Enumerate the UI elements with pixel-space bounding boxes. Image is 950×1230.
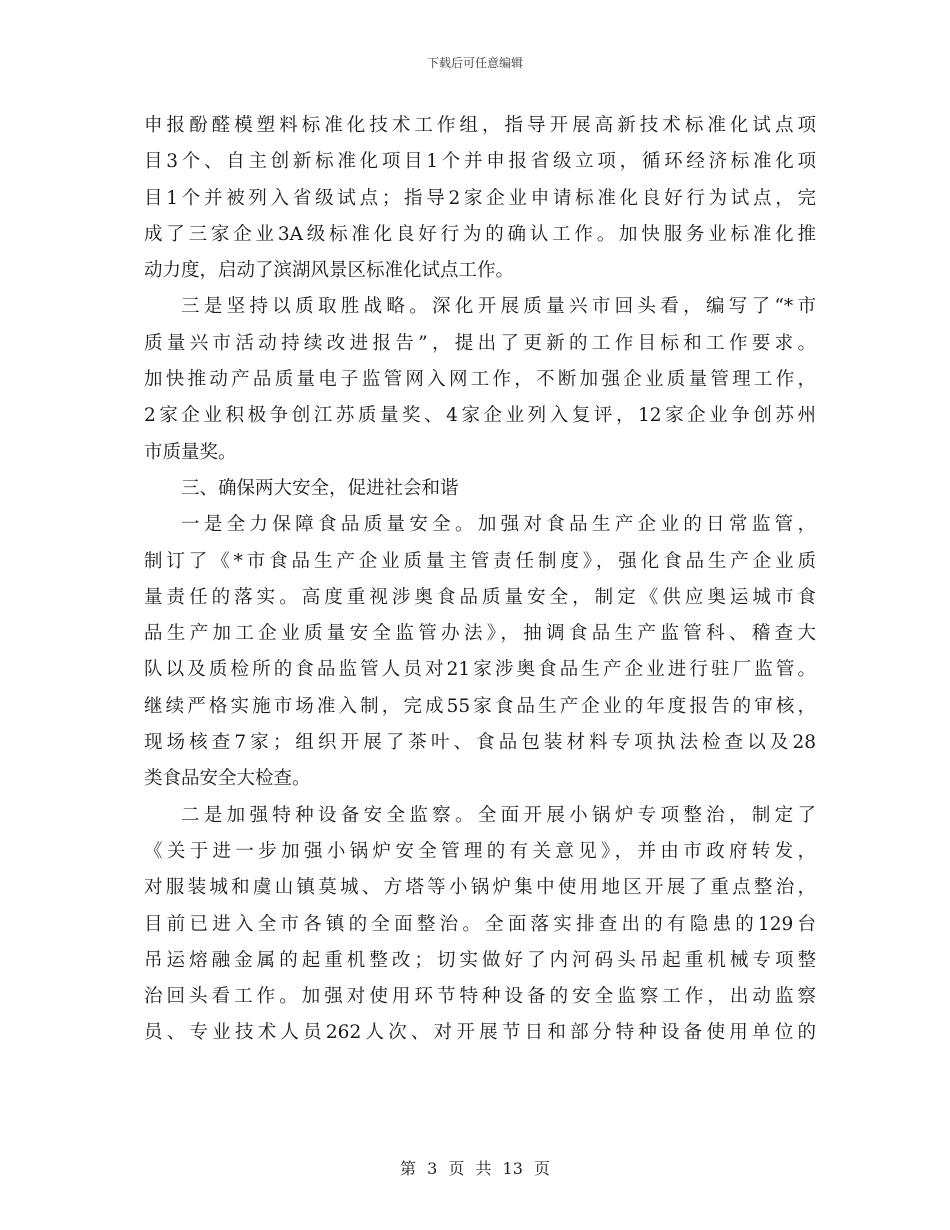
text-line: 员、专业技术人员262人次、对开展节日和部分特种设备使用单位的 [144,1022,816,1044]
text-line: 动力度，启动了滨湖风景区标准化试点工作。 [144,260,515,282]
text-line: 目3个、自主创新标准化项目1个并申报省级立项，循环经济标准化项 [144,151,816,173]
text-line: 2家企业积极争创江苏质量奖、4家企业列入复评，12家企业争创苏州 [144,405,816,427]
paragraph [144,471,816,507]
document-body [144,108,816,1052]
text-line: 一是全力保障食品质量安全。加强对食品生产企业的日常监管， [181,514,816,536]
paragraph [144,108,816,289]
text-line: 品生产加工企业质量安全监管办法》，抽调食品生产监管科、稽查大 [144,623,816,645]
paragraph [144,798,816,1052]
text-line: 治回头看工作。加强对使用环节特种设备的安全监察工作，出动监察 [144,986,816,1008]
page-number-footer: 第 3 页 共 13 页 [400,1159,550,1178]
text-line: 成了三家企业3A级标准化良好行为的确认工作。加快服务业标准化推 [144,223,816,245]
text-line: 加快推动产品质量电子监管网入网工作，不断加强企业质量管理工作， [144,369,816,391]
text-line: 对服装城和虞山镇莫城、方塔等小锅炉集中使用地区开展了重点整治， [144,877,816,899]
paragraph [144,289,816,470]
text-line: 二是加强特种设备安全监察。全面开展小锅炉专项整治，制定了 [181,804,816,826]
text-line: 市质量奖。 [144,441,237,463]
text-line: 三是坚持以质取胜战略。深化开展质量兴市回头看，编写了“*市 [181,296,816,318]
text-line: 量责任的落实。高度重视涉奥食品质量安全，制定《供应奥运城市食 [144,586,816,608]
text-line: 质量兴市活动持续改进报告”，提出了更新的工作目标和工作要求。 [144,332,816,354]
text-line: 目1个并被列入省级试点；指导2家企业申请标准化良好行为试点，完 [144,187,816,209]
text-line: 《关于进一步加强小锅炉安全管理的有关意见》，并由市政府转发， [144,840,816,862]
text-line: 吊运熔融金属的起重机整改；切实做好了内河码头吊起重机械专项整 [144,949,816,971]
text-line: 现场核查7家；组织开展了茶叶、食品包装材料专项执法检查以及28 [144,732,816,754]
text-line: 目前已进入全市各镇的全面整治。全面落实排查出的有隐患的129台 [144,913,816,935]
text-line: 队以及质检所的食品监管人员对21家涉奥食品生产企业进行驻厂监管。 [144,659,816,681]
text-line: 申报酚醛模塑料标准化技术工作组，指导开展高新技术标准化试点项 [144,115,816,136]
text-line: 继续严格实施市场准入制，完成55家食品生产企业的年度报告的审核， [144,695,816,717]
page-header-note: 下载后可任意编辑 [426,56,523,70]
paragraph [144,507,816,797]
text-line: 制订了《*市食品生产企业质量主管责任制度》，强化食品生产企业质 [144,550,816,572]
text-line: 类食品安全大检查。 [144,768,311,790]
text-line: 三、确保两大安全，促进社会和谐 [181,477,459,499]
